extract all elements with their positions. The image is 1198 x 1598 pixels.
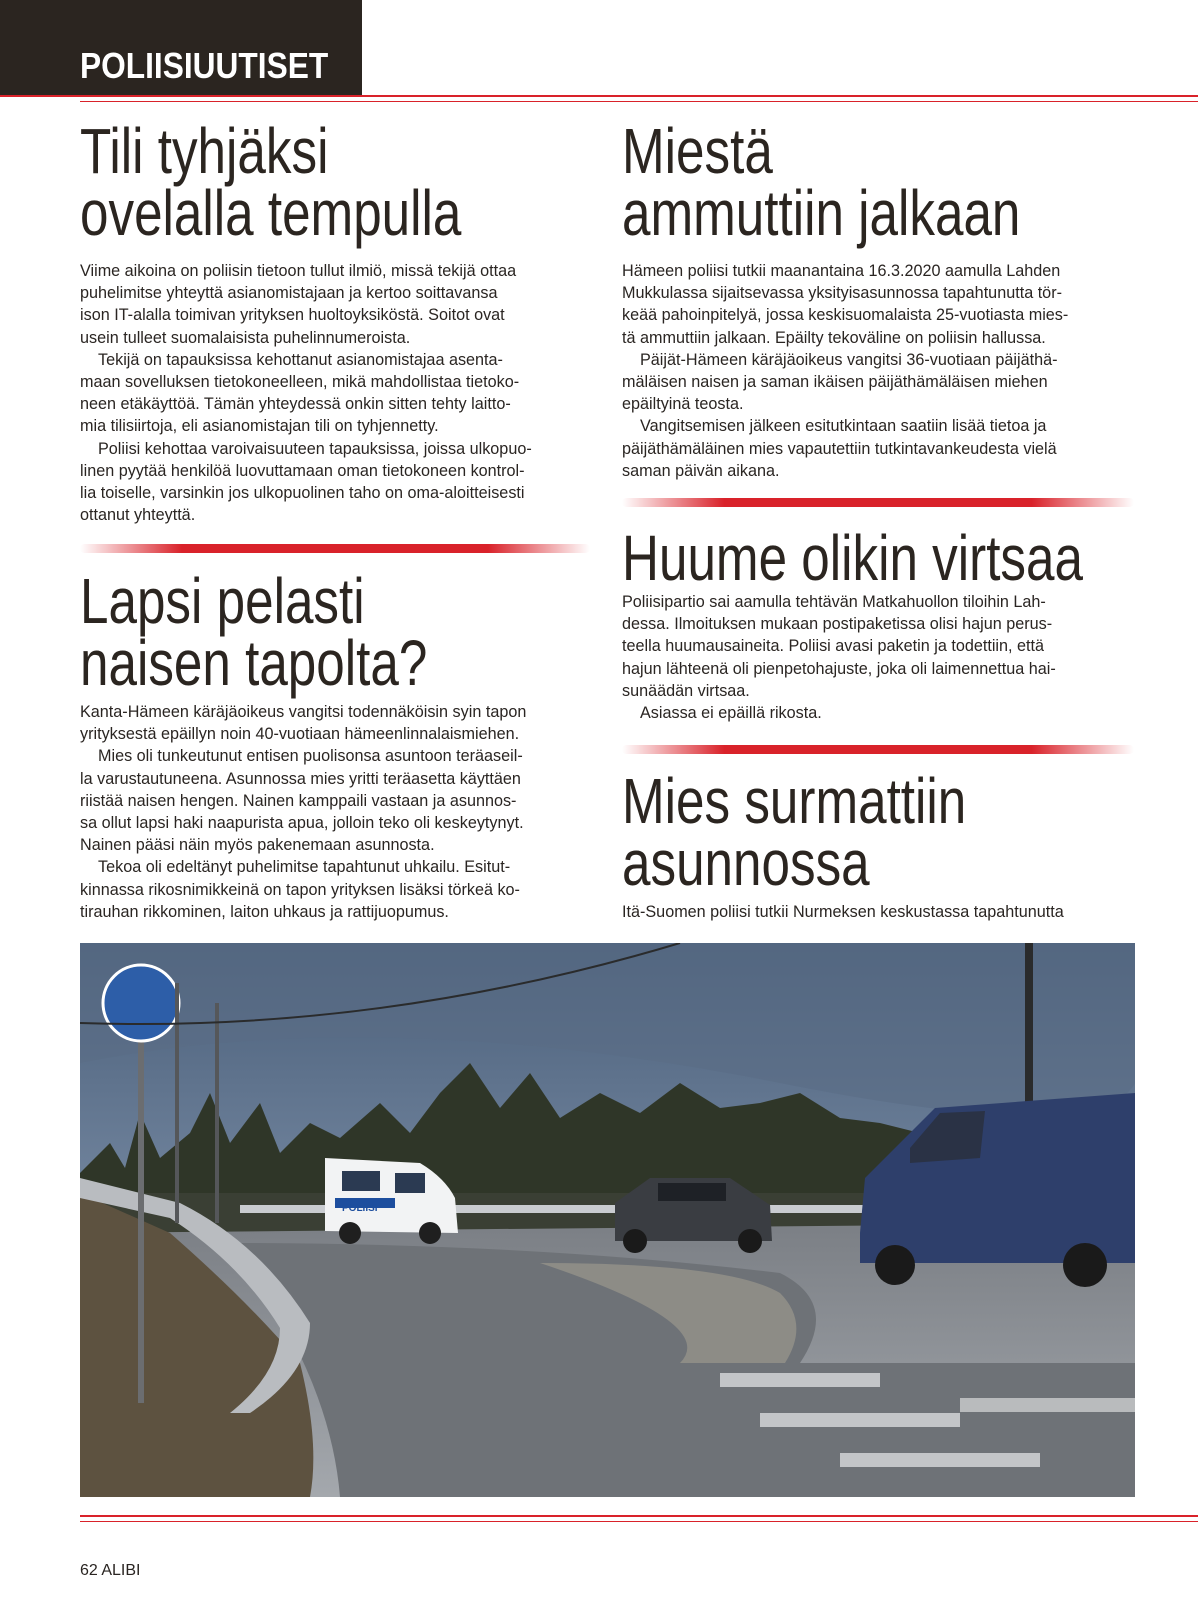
paragraph: Mies oli tunkeutunut entisen puolisonsa asuntoon teräaseil- la varustautuneena. Asunnossa mies yritti teräasetta käyttäen riistää naisen hengen. Nainen kamppaili vastaan ja asunnos- sa ollut lapsi haki naapurista apua, jolloin teko oli keskeytynyt. Nainen pääsi näin myös pakenemaan asunnosta. [80,747,524,855]
article-divider [80,544,590,553]
section-label: POLIISIUUTISET [80,45,329,86]
article-body-huume [622,591,1142,724]
paragraph: Vangitsemisen jälkeen esitutkintaan saatiin lisää tietoa ja päijäthämäläinen mies vapautettiin tutkintavankeudesta vielä saman päivän aikana. [622,417,1057,480]
article-divider [622,498,1134,507]
header-rule [0,95,1198,97]
van-lettering: POLIISI [342,1203,378,1214]
headline-miesta: Miestä ammuttiin jalkaan [622,115,1021,249]
paragraph: Päijät-Hämeen käräjäoikeus vangitsi 36-vuotiaan päijäthä- mäläisen naisen ja saman ikäisen päijäthämäläisen miehen epäiltyinä teosta. [622,350,1058,414]
footer-rule [80,1515,1198,1517]
paragraph: Viime aikoina on poliisin tietoon tullut ilmiö, missä tekijä ottaa puhelimitse yhteyttä asianomistajaan ja kertoo soittavansa ison IT-alalla toimivan yrityksen huoltoyksiköstä. Soitot ovat usein tulleet suomalaisista puhelinnumeroista. [80,262,517,347]
headline-surmattiin: Mies surmattiin asunnossa [622,765,967,899]
paragraph: Hämeen poliisi tutkii maanantaina 16.3.2020 aamulla Lahden Mukkulassa sijaitsevassa yksityisasunnossa tapahtunutta tör- keää pahoinpitelyä, jossa keskisuomalaista 25-vuotiasta mies- tä ammuttiin jalkaan. Epäilty tekoväline on poliisin hallussa. [622,262,1069,347]
paragraph: Tekijä on tapauksissa kehottanut asianomistajaa asenta- maan sovelluksen tietokoneelleen, mikä mahdollistaa tietoko- neen etäkäyttöä. Tämän yhteydessä onkin sitten tehty laitto- mia tilisiirtoja, eli asianomistajan tili on tyhjennetty. [80,350,520,436]
headline-huume: Huume olikin virtsaa [622,522,1083,594]
article-body-tili [80,260,600,526]
paragraph: Itä-Suomen poliisi tutkii Nurmeksen keskustassa tapahtunutta [622,903,1064,921]
news-photo [80,943,1135,1497]
article-divider [622,745,1134,754]
headline-lapsi: Lapsi pelasti naisen tapolta? [80,565,428,699]
paragraph: Poliisipartio sai aamulla tehtävän Matkahuollon tiloihin Lah- dessa. Ilmoituksen mukaan postipaketissa olisi hajun perus- teella huumausaineita. Poliisi avasi paketin ja todettiin, että hajun lähteenä oli pienpetohajuste, joka oli laimennettua hai- sunäädän virtsaa. [622,593,1056,700]
paragraph: Poliisi kehottaa varoivaisuuteen tapauksissa, joissa ulkopuo- linen pyytää henkilöä luovuttamaan oman tietokoneen kontrol- lia toiselle, varsinkin jos ulkopuolinen taho on oma-aloitteisesti ottanut yhteyttä. [80,439,532,525]
paragraph: Asiassa ei epäillä rikosta. [640,704,822,723]
article-body-miesta [622,260,1142,482]
header-rule-2 [80,101,1198,102]
paragraph: Kanta-Hämeen käräjäoikeus vangitsi todennäköisin syin tapon yrityksestä epäillyn noin 40-vuotiaan hämeenlinnalaismiehen. [80,703,527,744]
article-body-surmattiin [622,901,1142,923]
footer-rule-2 [80,1521,1198,1522]
headline-tili: Tili tyhjäksi ovelalla tempulla [80,115,462,249]
section-tab [0,0,362,96]
page-footer: 62 ALIBI [80,1562,141,1579]
road-scene-illustration [80,943,1135,1497]
paragraph: Tekoa oli edeltänyt puhelimitse tapahtunut uhkailu. Esitut- kinnassa rikosnimikkeinä on tapon yrityksen lisäksi törkeä ko- tirauhan rikkominen, laiton uhkaus ja rattijuopumus. [80,858,520,921]
article-body-lapsi [80,701,600,923]
